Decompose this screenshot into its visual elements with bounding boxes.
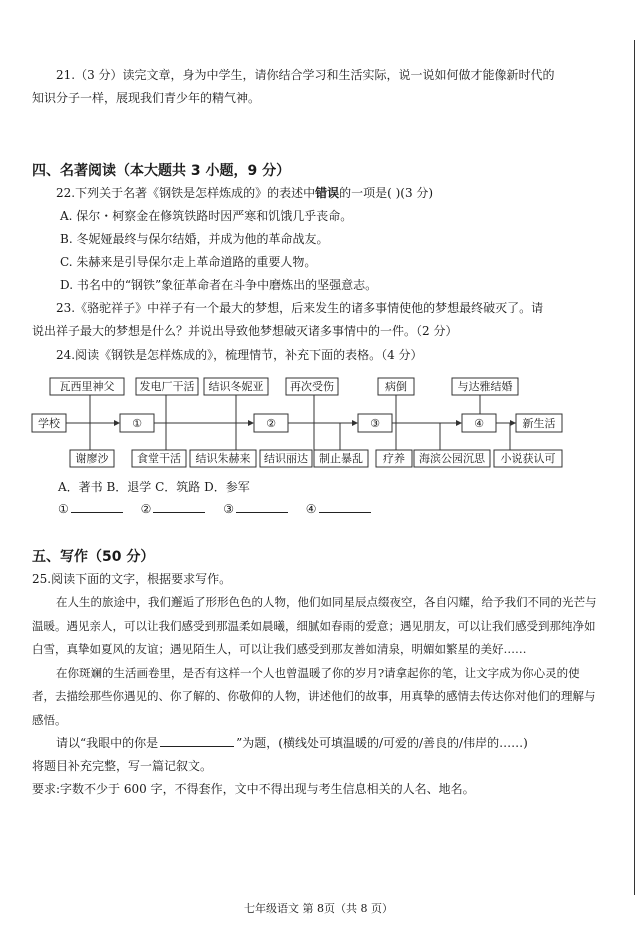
flow-bottom-7 [414,450,490,467]
flow-main-6 [516,414,562,432]
blank-2-label: ② [140,502,152,516]
flow-bottom-8-label: 小说获认可 [500,452,556,465]
flow-main-5 [462,414,496,432]
flow-top-1-label: 瓦西里神父 [59,380,115,393]
flow-bottom-3 [190,450,256,467]
blank-1[interactable] [71,500,123,513]
blank-1-label: ① [58,502,69,516]
flow-main-1 [32,414,66,432]
question-24-stem [32,344,598,367]
blank-4[interactable] [319,500,371,513]
q22-stem [32,182,598,205]
q25-request [32,732,598,755]
question-23 [32,297,598,343]
flow-main-3-label: ② [266,417,276,430]
flow-top-4 [286,378,338,395]
flow-main-4-label: ③ [370,417,380,430]
blank-3-label: ③ [223,502,234,516]
q25-stem: 25.阅读下面的文字，根据要求写作。 [32,572,232,586]
page-right-border [634,40,635,895]
section-4-title: 四、名著阅读（本大题共 3 小题，9 分） [32,163,291,179]
question-25 [32,568,598,801]
q24-stem: 24.阅读《钢铁是怎样炼成的》，梳理情节，补充下面的表格。（4 分） [56,348,423,362]
flow-bottom-4 [260,450,312,467]
flow-top-2-label: 发电厂干活 [139,380,195,393]
section-5-title: 五、写作（50 分） [32,549,155,565]
q25-passage-1: 在人生的旅途中，我们邂逅了形形色色的人物，他们如同星辰点缀夜空，各自闪耀，给予我们不同的光芒与温暖。遇见亲人，可以让我们感受到那温柔如晨曦，细腻如春雨的爱意；遇见朋友，可以让我们感受到那纯净如白雪，真挚如夏风的友谊；遇见陌生人，可以让我们感受到那友善如清泉，明媚如繁星的美好…… [32,595,597,656]
flow-bottom-6-label: 疗养 [383,452,405,465]
flow-top-4-label: 再次受伤 [290,380,334,393]
title-blank[interactable] [160,734,234,747]
q25-passage-2: 在你斑斓的生活画卷里，是否有这样一个人也曾温暖了你的岁月?请拿起你的笔，让文字成为你心灵的使者，去描绘那些你遇见的、你了解的、你敬仰的人物，讲述他们的故事，用真挚的感情去传达你对他们的理解与感悟。 [32,665,596,727]
flow-main-2 [120,414,154,432]
q24-options: A．著书 B．退学 C．筑路 D．参军 [58,480,250,494]
page-footer: 七年级语文 第 8页（共 8 页） [244,902,393,915]
q25-request-a: 请以“我眼中的你是 [56,736,159,750]
flow-bottom-2-label: 食堂干活 [137,452,181,465]
flow-bottom-2 [132,450,186,467]
flow-top-3 [204,378,268,395]
q22-option-c: C. 朱赫来是引导保尔走上革命道路的重要人物。 [60,255,317,269]
q21-line1: 21.（3 分）读完文章，身为中学生，请你结合学习和生活实际，说一说如何做才能像新时代的 [56,68,555,82]
flow-top-1 [50,378,124,395]
blank-2[interactable] [153,500,205,513]
q22-stem-a: 22.下列关于名著《钢铁是怎样炼成的》的表述中 [56,186,316,200]
flow-top-6 [452,378,518,395]
flow-top-2 [136,378,198,395]
flow-top-6-label: 与达雅结婚 [457,380,513,393]
flow-main-3 [254,414,288,432]
question-21 [32,64,598,110]
q25-requirement: 要求:字数不少于 600 字，不得套作，文中不得出现与考生信息相关的人名、地名。 [32,782,475,796]
q22-stem-b: 的一项是( )(3 分) [339,186,434,200]
q24-answer-blanks [58,500,385,516]
q22-option-b: B. 冬妮娅最终与保尔结婚，并成为他的革命战友。 [60,232,329,246]
flow-top-5-label: 病倒 [385,380,407,393]
flow-main-6-label: 新生活 [522,417,556,430]
flow-main-4 [358,414,392,432]
blank-3[interactable] [236,500,288,513]
flow-bottom-5 [314,450,368,467]
flow-top-5 [378,378,414,395]
q21-line2: 知识分子一样，展现我们青少年的精气神。 [32,91,261,105]
flow-main-1-label: 学校 [38,417,60,430]
q23-line1: 23.《骆驼祥子》中祥子有一个最大的梦想，后来发生的诸多事情使他的梦想最终破灭了。请 [56,301,544,315]
q22-option-d: D. 书名中的“钢铁”象征革命者在斗争中磨炼出的坚强意志。 [60,278,378,292]
q25-request-c: 将题目补充完整，写一篇记叙文。 [32,759,213,773]
flow-main-5-label: ④ [474,417,484,430]
q23-line2: 说出祥子最大的梦想是什么？并说出导致他梦想破灭诸多事情中的一件。（2 分） [32,324,458,338]
q22-stem-emphasis: 错误 [315,186,340,200]
flow-bottom-1-label: 谢廖沙 [75,452,109,465]
q25-request-b: ”为题，(横线处可填温暖的/可爱的/善良的/伟岸的……) [236,736,528,750]
plot-flowchart [30,374,570,470]
flow-top-3-label: 结识冬妮亚 [208,380,264,393]
flow-bottom-3-label: 结识朱赫来 [195,452,251,465]
question-22 [32,182,598,297]
flow-bottom-1 [70,450,114,467]
flow-main-2-label: ① [132,417,142,430]
flow-bottom-6 [376,450,412,467]
flow-bottom-8 [494,450,562,467]
flow-bottom-4-label: 结识丽达 [264,452,308,465]
blank-4-label: ④ [305,502,317,516]
q22-option-a: A. 保尔・柯察金在修筑铁路时因严寒和饥饿几乎丧命。 [60,209,353,223]
flow-bottom-7-label: 海滨公园沉思 [419,452,485,465]
flow-bottom-5-label: 制止暴乱 [319,452,363,465]
